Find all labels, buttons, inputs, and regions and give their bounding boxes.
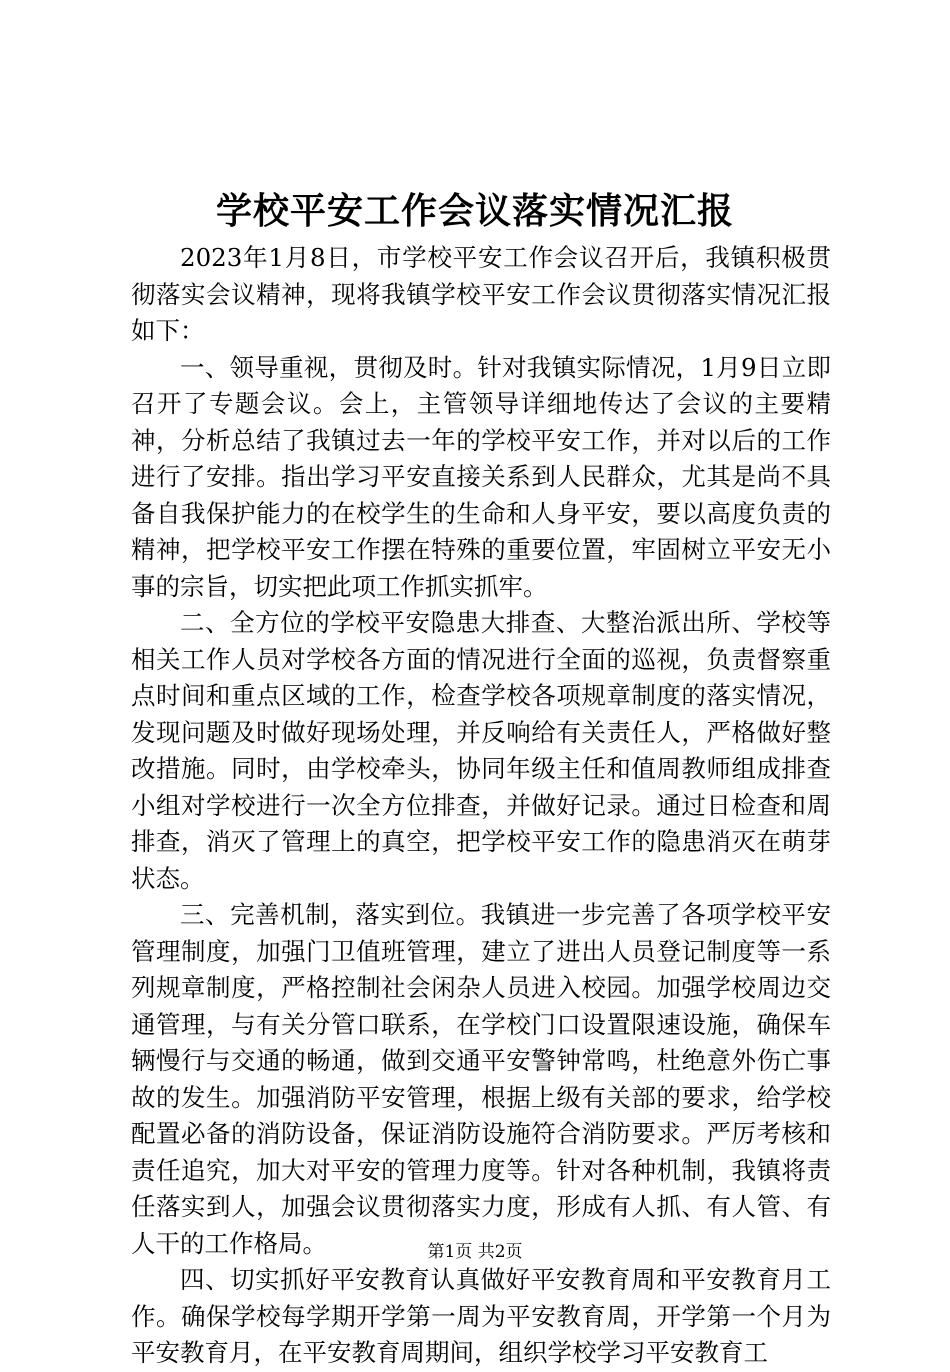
paragraph-section-2: 二、全方位的学校平安隐患大排查、大整治派出所、学校等相关工作人员对学校各方面的情况进行全面的巡视，负责督察重点时间和重点区域的工作，检查学校各项规章制度的落实情况，发现问题及时做好现场处理，并反响给有关责任人，严格做好整改措施。同时，由学校牵头，协同年级主任和值周教师组成排查小组对学校进行一次全方位排查，并做好记录。通过日检查和周排查，消灭了管理上的真空，把学校平安工作的隐患消灭在萌芽状态。 — [131, 608, 831, 893]
paragraph-section-3: 三、完善机制，落实到位。我镇进一步完善了各项学校平安管理制度，加强门卫值班管理，建立了进出人员登记制度等一系列规章制度，严格控制社会闲杂人员进入校园。加强学校周边交通管理，与有关分管口联系，在学校门口设置限速设施，确保车辆慢行与交通的畅通，做到交通平安警钟常鸣，杜绝意外伤亡事故的发生。加强消防平安管理，根据上级有关部的要求，给学校配置必备的消防设备，保证消防设施符合消防要求。严厉考核和责任追究，加大对平安的管理力度等。针对各种机制，我镇将责任落实到人，加强会议贯彻落实力度，形成有人抓、有人管、有人干的工作格局。 — [131, 900, 831, 1258]
page-number-footer: 第1页 共2页 — [427, 1242, 523, 1262]
paragraph-section-1: 一、领导重视，贯彻及时。针对我镇实际情况，1月9日立即召开了专题会议。会上，主管领导详细地传达了会议的主要精神，分析总结了我镇过去一年的学校平安工作，并对以后的工作进行了安排。指出学习平安直接关系到人民群众，尤其是尚不具备自我保护能力的在校学生的生命和人身平安，要以高度负责的精神，把学校平安工作摆在特殊的重要位置，牢固树立平安无小事的宗旨，切实把此项工作抓实抓牢。 — [131, 352, 831, 601]
paragraph-section-4: 四、切实抓好平安教育认真做好平安教育周和平安教育月工作。确保学校每学期开学第一周为平安教育周，开学第一个月为平安教育月，在平安教育周期间，组织学校学习平安教育工 — [131, 1265, 831, 1367]
document-title: 学校平安工作会议落实情况汇报 — [215, 190, 734, 232]
paragraph-intro: 2023年1月8日，市学校平安工作会议召开后，我镇积极贯彻落实会议精神，现将我镇学校平安工作会议贯彻落实情况汇报如下： — [131, 243, 831, 345]
document-body — [131, 240, 831, 1372]
